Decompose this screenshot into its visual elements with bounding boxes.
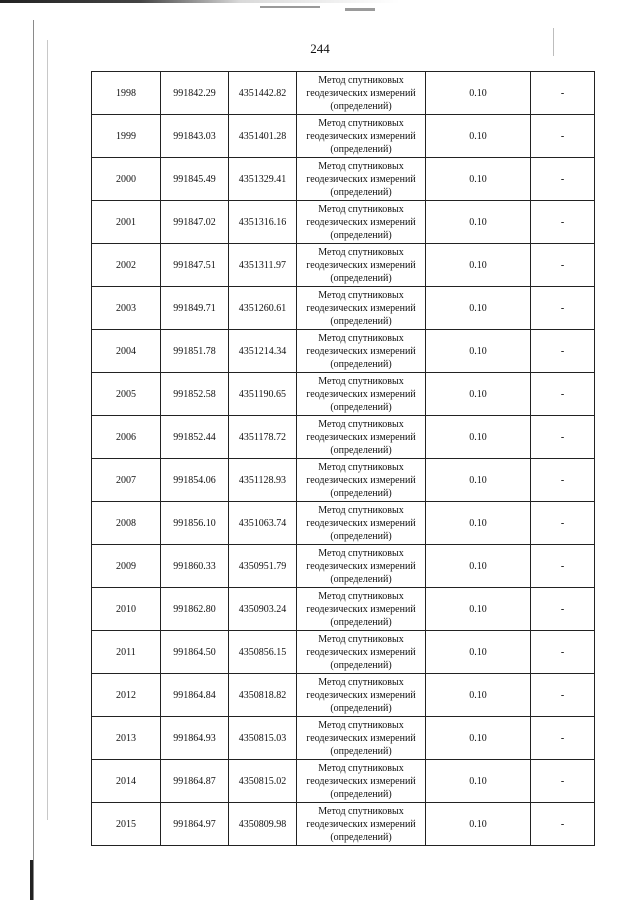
scan-edge-top [0,0,400,3]
method-cell [297,631,426,674]
y-coordinate-cell: 4350818.82 [229,674,297,717]
method-cell [297,459,426,502]
method-line: геодезических измерений [306,732,416,744]
point-number-cell: 1999 [92,115,161,158]
accuracy-cell: 0.10 [426,502,531,545]
method-line: геодезических измерений [306,388,416,400]
note-cell: - [531,803,595,846]
y-coordinate-cell: 4350951.79 [229,545,297,588]
y-coordinate-cell: 4351178.72 [229,416,297,459]
method-line: геодезических измерений [306,431,416,443]
table-row [92,459,595,502]
y-coordinate-cell: 4351401.28 [229,115,297,158]
x-coordinate-cell: 991849.71 [161,287,229,330]
point-number-cell: 2011 [92,631,161,674]
note-cell: - [531,631,595,674]
method-line: (определений) [330,745,392,757]
accuracy-cell: 0.10 [426,674,531,717]
accuracy-cell: 0.10 [426,760,531,803]
point-number-cell: 2009 [92,545,161,588]
table-row [92,545,595,588]
point-number-cell: 1998 [92,72,161,115]
y-coordinate-cell: 4351260.61 [229,287,297,330]
method-line: геодезических измерений [306,173,416,185]
note-cell: - [531,330,595,373]
table-row [92,674,595,717]
y-coordinate-cell: 4351311.97 [229,244,297,287]
x-coordinate-cell: 991845.49 [161,158,229,201]
method-cell [297,115,426,158]
method-line: Метод спутниковых [318,633,404,645]
note-cell: - [531,674,595,717]
x-coordinate-cell: 991842.29 [161,72,229,115]
method-line: Метод спутниковых [318,418,404,430]
table-row [92,502,595,545]
note-cell: - [531,115,595,158]
table-row [92,115,595,158]
table-row [92,158,595,201]
method-line: Метод спутниковых [318,762,404,774]
method-line: (определений) [330,659,392,671]
method-cell [297,416,426,459]
y-coordinate-cell: 4351329.41 [229,158,297,201]
x-coordinate-cell: 991864.93 [161,717,229,760]
note-cell: - [531,373,595,416]
note-cell: - [531,158,595,201]
accuracy-cell: 0.10 [426,201,531,244]
method-line: Метод спутниковых [318,117,404,129]
y-coordinate-cell: 4351128.93 [229,459,297,502]
note-cell: - [531,287,595,330]
method-line: геодезических измерений [306,560,416,572]
note-cell: - [531,244,595,287]
method-line: геодезических измерений [306,517,416,529]
point-number-cell: 2010 [92,588,161,631]
method-line: Метод спутниковых [318,332,404,344]
note-cell: - [531,459,595,502]
x-coordinate-cell: 991864.87 [161,760,229,803]
accuracy-cell: 0.10 [426,803,531,846]
note-cell: - [531,502,595,545]
y-coordinate-cell: 4350815.03 [229,717,297,760]
table-row [92,287,595,330]
x-coordinate-cell: 991864.97 [161,803,229,846]
method-line: (определений) [330,831,392,843]
table-row [92,330,595,373]
y-coordinate-cell: 4351316.16 [229,201,297,244]
note-cell: - [531,588,595,631]
method-cell [297,373,426,416]
method-line: (определений) [330,616,392,628]
note-cell: - [531,416,595,459]
accuracy-cell: 0.10 [426,545,531,588]
method-cell [297,287,426,330]
method-cell [297,760,426,803]
method-line: (определений) [330,358,392,370]
method-line: (определений) [330,573,392,585]
point-number-cell: 2004 [92,330,161,373]
x-coordinate-cell: 991854.06 [161,459,229,502]
method-line: Метод спутниковых [318,676,404,688]
accuracy-cell: 0.10 [426,631,531,674]
y-coordinate-cell: 4351063.74 [229,502,297,545]
table-row [92,588,595,631]
y-coordinate-cell: 4351214.34 [229,330,297,373]
point-number-cell: 2014 [92,760,161,803]
accuracy-cell: 0.10 [426,373,531,416]
scan-margin-mark [30,860,33,900]
method-line: (определений) [330,100,392,112]
accuracy-cell: 0.10 [426,158,531,201]
page-number: 244 [310,41,330,56]
method-line: Метод спутниковых [318,590,404,602]
scan-margin-line [33,20,34,900]
point-number-cell: 2002 [92,244,161,287]
method-line: геодезических измерений [306,689,416,701]
point-number-cell: 2012 [92,674,161,717]
method-cell [297,244,426,287]
method-line: геодезических измерений [306,87,416,99]
table-row [92,631,595,674]
accuracy-cell: 0.10 [426,115,531,158]
note-cell: - [531,760,595,803]
method-line: геодезических измерений [306,130,416,142]
scan-speck [260,6,320,8]
table-row [92,803,595,846]
method-cell [297,803,426,846]
method-cell [297,674,426,717]
method-line: геодезических измерений [306,345,416,357]
method-cell [297,330,426,373]
accuracy-cell: 0.10 [426,588,531,631]
method-cell [297,502,426,545]
point-number-cell: 2001 [92,201,161,244]
note-cell: - [531,545,595,588]
method-line: Метод спутниковых [318,289,404,301]
method-line: геодезических измерений [306,259,416,271]
x-coordinate-cell: 991843.03 [161,115,229,158]
method-line: Метод спутниковых [318,461,404,473]
method-line: Метод спутниковых [318,547,404,559]
x-coordinate-cell: 991864.50 [161,631,229,674]
method-cell [297,72,426,115]
point-number-cell: 2015 [92,803,161,846]
accuracy-cell: 0.10 [426,416,531,459]
x-coordinate-cell: 991851.78 [161,330,229,373]
method-line: Метод спутниковых [318,504,404,516]
table-row [92,201,595,244]
x-coordinate-cell: 991847.02 [161,201,229,244]
accuracy-cell: 0.10 [426,244,531,287]
y-coordinate-cell: 4350815.02 [229,760,297,803]
note-cell: - [531,717,595,760]
method-cell [297,545,426,588]
method-line: Метод спутниковых [318,805,404,817]
method-line: (определений) [330,487,392,499]
table-body [92,72,595,846]
table-row [92,760,595,803]
method-line: Метод спутниковых [318,375,404,387]
accuracy-cell: 0.10 [426,330,531,373]
table-row [92,72,595,115]
method-line: Метод спутниковых [318,719,404,731]
method-line: Метод спутниковых [318,74,404,86]
point-number-cell: 2005 [92,373,161,416]
point-number-cell: 2000 [92,158,161,201]
y-coordinate-cell: 4351442.82 [229,72,297,115]
x-coordinate-cell: 991860.33 [161,545,229,588]
method-line: (определений) [330,143,392,155]
accuracy-cell: 0.10 [426,287,531,330]
method-line: (определений) [330,401,392,413]
method-cell [297,201,426,244]
x-coordinate-cell: 991856.10 [161,502,229,545]
x-coordinate-cell: 991847.51 [161,244,229,287]
table-row [92,717,595,760]
table-row [92,416,595,459]
method-line: (определений) [330,186,392,198]
accuracy-cell: 0.10 [426,72,531,115]
method-line: (определений) [330,272,392,284]
method-line: (определений) [330,788,392,800]
method-line: геодезических измерений [306,818,416,830]
method-cell [297,717,426,760]
method-line: геодезических измерений [306,302,416,314]
scan-speck [345,8,375,11]
point-number-cell: 2008 [92,502,161,545]
x-coordinate-cell: 991862.80 [161,588,229,631]
note-cell: - [531,72,595,115]
method-line: (определений) [330,229,392,241]
scan-margin-line [47,40,48,820]
method-cell [297,158,426,201]
table-row [92,373,595,416]
accuracy-cell: 0.10 [426,459,531,502]
y-coordinate-cell: 4350856.15 [229,631,297,674]
method-line: (определений) [330,530,392,542]
point-number-cell: 2003 [92,287,161,330]
point-number-cell: 2007 [92,459,161,502]
method-line: геодезических измерений [306,474,416,486]
method-line: (определений) [330,444,392,456]
table-row [92,244,595,287]
point-number-cell: 2013 [92,717,161,760]
x-coordinate-cell: 991864.84 [161,674,229,717]
method-line: геодезических измерений [306,646,416,658]
note-cell: - [531,201,595,244]
method-line: геодезических измерений [306,603,416,615]
method-line: геодезических измерений [306,775,416,787]
method-line: (определений) [330,315,392,327]
method-line: (определений) [330,702,392,714]
method-line: Метод спутниковых [318,160,404,172]
y-coordinate-cell: 4351190.65 [229,373,297,416]
method-line: Метод спутниковых [318,203,404,215]
x-coordinate-cell: 991852.44 [161,416,229,459]
x-coordinate-cell: 991852.58 [161,373,229,416]
method-line: геодезических измерений [306,216,416,228]
method-line: Метод спутниковых [318,246,404,258]
y-coordinate-cell: 4350809.98 [229,803,297,846]
coordinates-table [91,71,595,846]
accuracy-cell: 0.10 [426,717,531,760]
y-coordinate-cell: 4350903.24 [229,588,297,631]
point-number-cell: 2006 [92,416,161,459]
method-cell [297,588,426,631]
